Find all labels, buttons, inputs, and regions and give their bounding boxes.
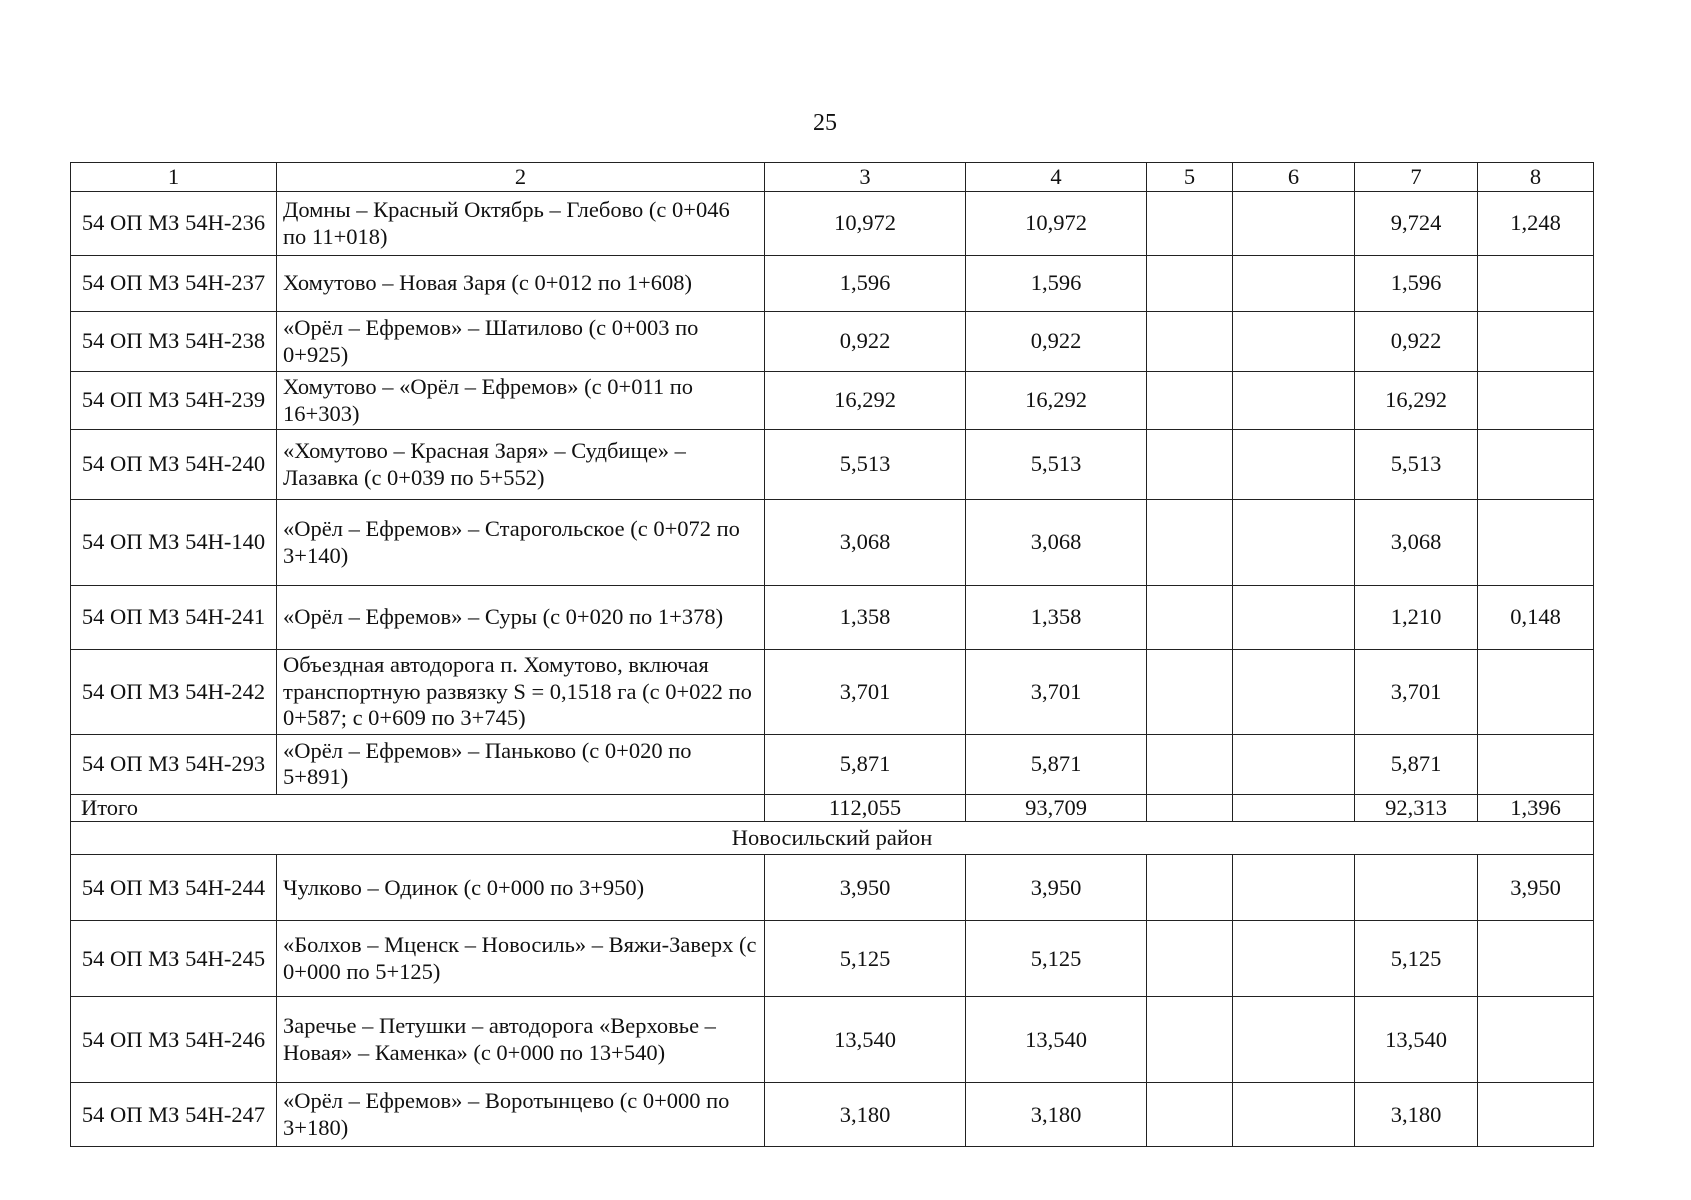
value-c8 — [1478, 734, 1594, 794]
value-c3: 3,068 — [765, 500, 966, 586]
value-c8 — [1478, 650, 1594, 735]
value-c5 — [1147, 372, 1233, 430]
value-c7: 5,513 — [1355, 430, 1478, 500]
value-c7: 3,180 — [1355, 1083, 1478, 1147]
page-number: 25 — [813, 110, 837, 136]
road-id: 54 ОП МЗ 54Н-246 — [71, 997, 277, 1083]
value-c6 — [1233, 855, 1355, 921]
value-c6 — [1233, 192, 1355, 256]
column-number: 2 — [277, 163, 765, 192]
table-row — [71, 921, 1594, 997]
value-c7: 5,871 — [1355, 734, 1478, 794]
value-c7: 5,125 — [1355, 921, 1478, 997]
value-c4: 10,972 — [966, 192, 1147, 256]
value-c4: 5,125 — [966, 921, 1147, 997]
value-c8: 3,950 — [1478, 855, 1594, 921]
road-id: 54 ОП МЗ 54Н-244 — [71, 855, 277, 921]
district-name: Новосильский район — [71, 822, 1594, 855]
road-id: 54 ОП МЗ 54Н-237 — [71, 256, 277, 312]
road-name: Хомутово – Новая Заря (с 0+012 по 1+608) — [277, 256, 765, 312]
value-c6 — [1233, 1083, 1355, 1147]
value-c7: 9,724 — [1355, 192, 1478, 256]
value-c5 — [1147, 921, 1233, 997]
value-c5 — [1147, 650, 1233, 735]
value-c3: 16,292 — [765, 372, 966, 430]
road-id: 54 ОП МЗ 54Н-242 — [71, 650, 277, 735]
value-c6 — [1233, 997, 1355, 1083]
road-name: Домны – Красный Октябрь – Глебово (с 0+046 по 11+018) — [277, 192, 765, 256]
value-c6 — [1233, 650, 1355, 735]
table-row — [71, 650, 1594, 735]
value-c6 — [1233, 734, 1355, 794]
table-row — [71, 1083, 1594, 1147]
value-c6 — [1233, 372, 1355, 430]
total-row — [71, 794, 1594, 822]
total-c5 — [1147, 794, 1233, 822]
value-c7: 13,540 — [1355, 997, 1478, 1083]
column-number: 7 — [1355, 163, 1478, 192]
road-id: 54 ОП МЗ 54Н-245 — [71, 921, 277, 997]
road-id: 54 ОП МЗ 54Н-240 — [71, 430, 277, 500]
value-c6 — [1233, 312, 1355, 372]
road-id: 54 ОП МЗ 54Н-241 — [71, 586, 277, 650]
column-number: 3 — [765, 163, 966, 192]
value-c6 — [1233, 586, 1355, 650]
value-c8: 0,148 — [1478, 586, 1594, 650]
value-c6 — [1233, 256, 1355, 312]
value-c3: 5,513 — [765, 430, 966, 500]
district-row — [71, 822, 1594, 855]
table-row — [71, 734, 1594, 794]
road-id: 54 ОП МЗ 54Н-236 — [71, 192, 277, 256]
road-id: 54 ОП МЗ 54Н-238 — [71, 312, 277, 372]
value-c8 — [1478, 921, 1594, 997]
value-c8: 1,248 — [1478, 192, 1594, 256]
value-c7: 0,922 — [1355, 312, 1478, 372]
total-c7: 92,313 — [1355, 794, 1478, 822]
value-c5 — [1147, 256, 1233, 312]
value-c3: 3,180 — [765, 1083, 966, 1147]
value-c5 — [1147, 500, 1233, 586]
value-c7: 3,068 — [1355, 500, 1478, 586]
value-c6 — [1233, 430, 1355, 500]
table-row — [71, 192, 1594, 256]
value-c7: 1,596 — [1355, 256, 1478, 312]
value-c5 — [1147, 312, 1233, 372]
value-c4: 0,922 — [966, 312, 1147, 372]
value-c5 — [1147, 430, 1233, 500]
road-name: «Орёл – Ефремов» – Старогольское (с 0+072 по 3+140) — [277, 500, 765, 586]
value-c3: 13,540 — [765, 997, 966, 1083]
road-name: «Орёл – Ефремов» – Воротынцево (с 0+000 по 3+180) — [277, 1083, 765, 1147]
column-number: 6 — [1233, 163, 1355, 192]
value-c8 — [1478, 312, 1594, 372]
value-c3: 3,950 — [765, 855, 966, 921]
value-c5 — [1147, 1083, 1233, 1147]
road-name: «Орёл – Ефремов» – Шатилово (с 0+003 по 0+925) — [277, 312, 765, 372]
value-c4: 5,513 — [966, 430, 1147, 500]
value-c3: 5,871 — [765, 734, 966, 794]
table-row — [71, 312, 1594, 372]
road-id: 54 ОП МЗ 54Н-140 — [71, 500, 277, 586]
value-c7: 3,701 — [1355, 650, 1478, 735]
value-c4: 13,540 — [966, 997, 1147, 1083]
value-c3: 0,922 — [765, 312, 966, 372]
value-c4: 16,292 — [966, 372, 1147, 430]
value-c5 — [1147, 586, 1233, 650]
value-c4: 3,180 — [966, 1083, 1147, 1147]
value-c8 — [1478, 256, 1594, 312]
value-c4: 1,596 — [966, 256, 1147, 312]
column-number-row — [71, 163, 1594, 192]
value-c4: 3,068 — [966, 500, 1147, 586]
road-name: Заречье – Петушки – автодорога «Верховье – Новая» – Каменка» (с 0+000 по 13+540) — [277, 997, 765, 1083]
table-row — [71, 586, 1594, 650]
column-number: 8 — [1478, 163, 1594, 192]
value-c4: 3,701 — [966, 650, 1147, 735]
value-c3: 1,596 — [765, 256, 966, 312]
table-row — [71, 256, 1594, 312]
value-c7: 1,210 — [1355, 586, 1478, 650]
value-c3: 3,701 — [765, 650, 966, 735]
value-c5 — [1147, 734, 1233, 794]
total-c8: 1,396 — [1478, 794, 1594, 822]
table-row — [71, 997, 1594, 1083]
road-name: «Орёл – Ефремов» – Суры (с 0+020 по 1+378) — [277, 586, 765, 650]
road-name: «Болхов – Мценск – Новосиль» – Вяжи-Заверх (с 0+000 по 5+125) — [277, 921, 765, 997]
column-number: 4 — [966, 163, 1147, 192]
value-c8 — [1478, 997, 1594, 1083]
value-c3: 1,358 — [765, 586, 966, 650]
value-c8 — [1478, 372, 1594, 430]
road-name: «Хомутово – Красная Заря» – Судбище» – Лазавка (с 0+039 по 5+552) — [277, 430, 765, 500]
road-id: 54 ОП МЗ 54Н-239 — [71, 372, 277, 430]
value-c4: 5,871 — [966, 734, 1147, 794]
road-name: Чулково – Одинок (с 0+000 по 3+950) — [277, 855, 765, 921]
table-row — [71, 855, 1594, 921]
road-name: Объездная автодорога п. Хомутово, включая транспортную развязку S = 0,1518 га (с 0+022 по 0+587; с 0+609 по 3+745) — [277, 650, 765, 735]
road-id: 54 ОП МЗ 54Н-293 — [71, 734, 277, 794]
value-c6 — [1233, 921, 1355, 997]
total-c6 — [1233, 794, 1355, 822]
value-c4: 3,950 — [966, 855, 1147, 921]
table-row — [71, 430, 1594, 500]
column-number: 1 — [71, 163, 277, 192]
value-c5 — [1147, 997, 1233, 1083]
value-c7: 16,292 — [1355, 372, 1478, 430]
value-c8 — [1478, 500, 1594, 586]
table-row — [71, 500, 1594, 586]
value-c3: 5,125 — [765, 921, 966, 997]
column-number: 5 — [1147, 163, 1233, 192]
value-c3: 10,972 — [765, 192, 966, 256]
value-c8 — [1478, 1083, 1594, 1147]
value-c7 — [1355, 855, 1478, 921]
value-c8 — [1478, 430, 1594, 500]
road-name: Хомутово – «Орёл – Ефремов» (с 0+011 по 16+303) — [277, 372, 765, 430]
table-row — [71, 372, 1594, 430]
value-c5 — [1147, 855, 1233, 921]
road-name: «Орёл – Ефремов» – Паньково (с 0+020 по 5+891) — [277, 734, 765, 794]
value-c4: 1,358 — [966, 586, 1147, 650]
value-c6 — [1233, 500, 1355, 586]
total-c3: 112,055 — [765, 794, 966, 822]
value-c5 — [1147, 192, 1233, 256]
total-c4: 93,709 — [966, 794, 1147, 822]
roads-table — [70, 162, 1594, 1147]
total-label: Итого — [71, 794, 765, 822]
road-id: 54 ОП МЗ 54Н-247 — [71, 1083, 277, 1147]
